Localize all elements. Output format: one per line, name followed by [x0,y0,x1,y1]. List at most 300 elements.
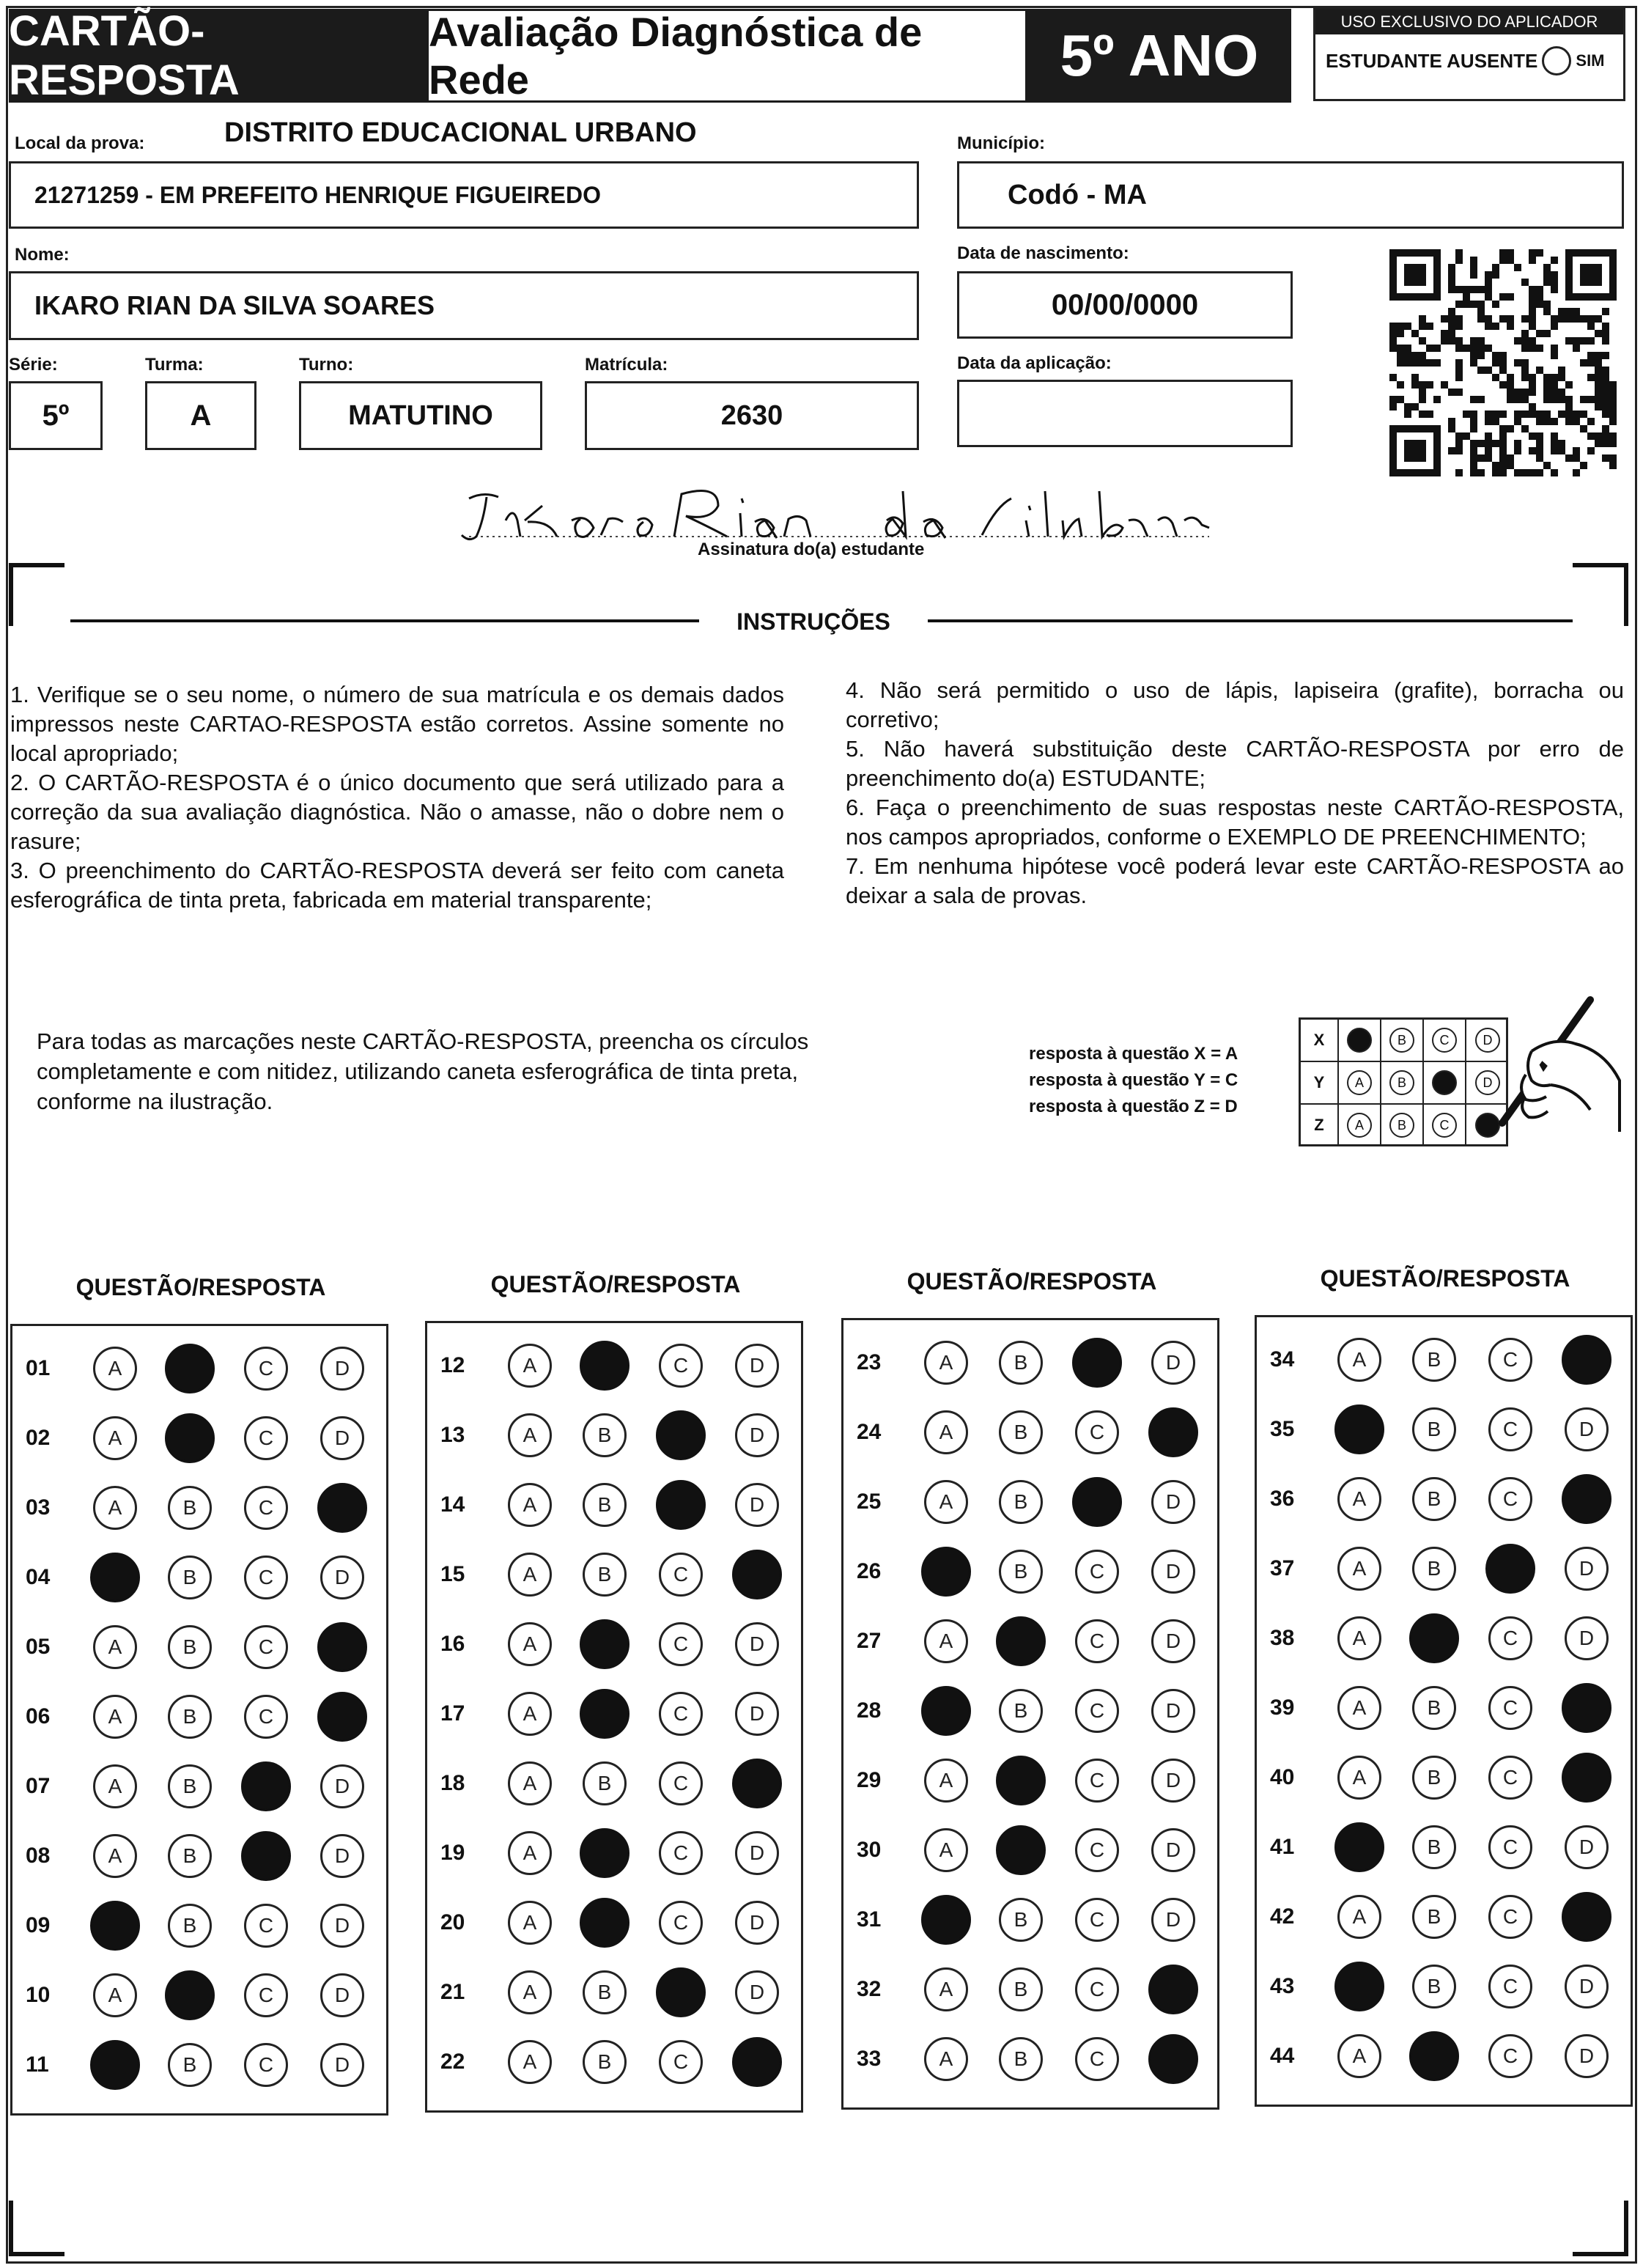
answer-bubble-b-filled[interactable] [165,1413,215,1463]
answer-bubble-c[interactable]: C [1075,2037,1119,2081]
answer-bubble-a[interactable]: A [924,1828,968,1872]
answer-bubble-d-filled[interactable] [1562,1335,1611,1385]
example-bubble: B [1389,1070,1414,1095]
answer-bubble-a[interactable]: A [924,1410,968,1454]
answer-bubble-b-filled[interactable] [996,1616,1046,1666]
answer-bubble-a[interactable]: A [508,1344,552,1388]
answer-bubble-d-filled[interactable] [1148,1965,1198,2014]
answer-bubble-a[interactable]: A [93,1695,137,1739]
answer-bubble-d[interactable]: D [1565,1965,1609,2009]
serie-value: 5º [42,399,70,432]
answer-bubble-b-filled[interactable] [580,1828,629,1878]
answer-bubble-c-filled[interactable] [656,1410,706,1460]
serie-field [9,381,103,450]
question-number: 20 [440,1910,465,1934]
answer-bubble-d-filled[interactable] [1148,2034,1198,2084]
turma-value: A [190,399,212,432]
question-row [843,1542,1217,1601]
answer-bubble-d[interactable]: D [1565,1825,1609,1869]
answer-bubble-b-filled[interactable] [996,1756,1046,1805]
answer-bubble-d[interactable]: D [1565,1616,1609,1660]
corner-mark-top-left [9,563,64,626]
answer-bubble-b[interactable]: B [1412,1338,1456,1382]
serie-label: Série: [9,355,58,375]
answer-bubble-d-filled[interactable] [317,1483,367,1533]
turno-field [299,381,542,450]
answer-bubble-c[interactable]: C [1075,1689,1119,1733]
corner-mark-top-right [1573,563,1628,626]
column-header: QUESTÃO/RESPOSTA [75,1274,326,1300]
question-number: 15 [440,1562,465,1586]
question-number: 21 [440,1980,465,2004]
answer-bubble-d[interactable]: D [320,1764,364,1808]
answer-bubble-b[interactable]: B [999,1689,1043,1733]
answer-bubble-a[interactable]: A [1337,1616,1381,1660]
question-row [12,2036,386,2094]
answer-bubble-c[interactable]: C [1075,1619,1119,1663]
answer-bubble-a[interactable]: A [508,1553,552,1597]
student-signature [454,476,1216,550]
answer-bubble-d[interactable]: D [735,1413,779,1457]
answer-bubble-b-filled[interactable] [1409,1613,1459,1663]
question-row [12,1687,386,1746]
answer-bubble-c[interactable]: C [1488,1895,1532,1939]
sheet-title: CARTÃO-RESPOSTA [9,9,427,103]
example-bubble: C [1432,1028,1457,1053]
answer-bubble-d-filled[interactable] [732,2037,782,2087]
answer-bubble-c[interactable]: C [244,1904,288,1948]
answer-bubble-a[interactable]: A [1337,1895,1381,1939]
answer-bubble-b[interactable]: B [168,1625,212,1669]
question-row [427,1685,801,1743]
answer-bubble-b[interactable]: B [999,1480,1043,1524]
answer-bubble-d[interactable]: D [735,1344,779,1388]
example-bubble: B [1389,1113,1414,1138]
answer-bubble-a[interactable]: A [508,1413,552,1457]
answer-bubble-c[interactable]: C [244,1555,288,1599]
answer-bubble-a[interactable]: A [508,1483,552,1527]
example-bubble: D [1475,1070,1500,1095]
question-row [843,1403,1217,1462]
applicator-box [1313,7,1625,101]
answer-bubble-b[interactable]: B [168,1695,212,1739]
answer-bubble-b[interactable]: B [1412,1756,1456,1800]
answer-bubble-b-filled[interactable] [1409,2031,1459,2081]
question-number: 01 [26,1356,51,1380]
question-row [843,2030,1217,2088]
qr-code [1389,249,1617,476]
question-row [427,1754,801,1813]
question-number: 19 [440,1841,465,1865]
answer-bubble-c[interactable]: C [659,1344,703,1388]
answer-bubble-c[interactable]: C [1488,1477,1532,1521]
question-number: 43 [1270,1974,1295,1998]
question-row [1257,1330,1631,1389]
answer-bubble-b[interactable]: B [583,1553,627,1597]
answer-bubble-c[interactable]: C [1075,1967,1119,2011]
municipio-label: Município: [957,133,1045,153]
answer-bubble-d[interactable]: D [320,2043,364,2087]
answer-bubble-b[interactable]: B [583,2040,627,2084]
answer-bubble-c[interactable]: C [244,1347,288,1391]
answer-column-4 [1255,1315,1633,2107]
answer-bubble-c[interactable]: C [1075,1759,1119,1803]
example-bubble: D [1475,1028,1500,1053]
answer-bubble-c[interactable]: C [244,1486,288,1530]
question-number: 40 [1270,1765,1295,1789]
answer-bubble-c[interactable]: C [659,1761,703,1805]
question-row [427,1893,801,1952]
question-row [843,1751,1217,1810]
example-row [1301,1020,1506,1062]
question-row [12,1966,386,2025]
answer-bubble-c[interactable]: C [244,1973,288,2017]
question-row [1257,1539,1631,1598]
answer-bubble-d[interactable]: D [735,1692,779,1736]
answer-column-3 [841,1318,1219,2110]
nascimento-value: 00/00/0000 [1051,288,1199,321]
answer-bubble-b[interactable]: B [168,1834,212,1878]
answer-bubble-a[interactable]: A [508,2040,552,2084]
answer-bubble-c[interactable]: C [1488,1825,1532,1869]
question-number: 05 [26,1635,51,1659]
answer-bubble-b[interactable]: B [1412,1965,1456,2009]
question-row [1257,1679,1631,1737]
answer-bubble-d[interactable]: D [1151,1550,1195,1594]
answer-bubble-b[interactable]: B [1412,1686,1456,1730]
answer-bubble-c[interactable]: C [244,1625,288,1669]
answer-bubble-c[interactable]: C [1075,1828,1119,1872]
answer-bubble-c-filled[interactable] [241,1831,291,1881]
answer-bubble-c[interactable]: C [1488,1965,1532,2009]
answer-bubble-b[interactable]: B [999,1410,1043,1454]
answer-bubble-a[interactable]: A [508,1831,552,1875]
question-row [1257,2027,1631,2085]
question-row [843,1682,1217,1740]
answer-bubble-d-filled[interactable] [732,1550,782,1599]
question-number: 36 [1270,1487,1295,1511]
municipio-field [957,161,1624,229]
answer-bubble-c-filled[interactable] [1072,1338,1122,1388]
answer-bubble-b[interactable]: B [999,2037,1043,2081]
matricula-value: 2630 [720,400,783,431]
answer-bubble-c[interactable]: C [659,1692,703,1736]
applicator-title: USO EXCLUSIVO DO APLICADOR [1315,10,1623,34]
municipio-value: Codó - MA [1008,179,1147,210]
question-number: 02 [26,1426,51,1450]
question-number: 38 [1270,1626,1295,1650]
answer-bubble-a[interactable]: A [93,1416,137,1460]
answer-bubble-b[interactable]: B [168,1764,212,1808]
absent-option: SIM [1576,51,1605,70]
answer-bubble-c[interactable]: C [1075,1898,1119,1942]
question-row [12,1409,386,1468]
answer-bubble-d[interactable]: D [1151,1689,1195,1733]
example-bubble [1432,1070,1457,1095]
question-row [843,1890,1217,1949]
answer-bubble-c[interactable]: C [659,1622,703,1666]
answer-bubble-c[interactable]: C [244,1416,288,1460]
instructions-rule-left [70,619,699,622]
question-number: 10 [26,1983,51,2007]
answer-bubble-a[interactable]: A [508,1970,552,2014]
answer-bubble-a[interactable]: A [1337,1477,1381,1521]
question-number: 17 [440,1701,465,1726]
answer-bubble-b[interactable]: B [1412,1407,1456,1451]
answer-bubble-c[interactable]: C [1075,1550,1119,1594]
question-number: 28 [857,1698,882,1723]
answer-bubble-b[interactable]: B [168,1904,212,1948]
answer-bubble-b[interactable]: B [1412,1477,1456,1521]
question-number: 07 [26,1774,51,1798]
answer-bubble-a[interactable]: A [924,1619,968,1663]
answer-bubble-b-filled[interactable] [165,1970,215,2020]
nascimento-label: Data de nascimento: [957,243,1129,263]
nome-label: Nome: [15,245,70,265]
answer-bubble-d-filled[interactable] [1562,1753,1611,1803]
example-bubble: B [1389,1028,1414,1053]
answer-bubble-a-filled[interactable] [921,1686,971,1736]
question-row [1257,1400,1631,1459]
answer-bubble-d-filled[interactable] [1562,1892,1611,1942]
answer-bubble-b[interactable]: B [168,1486,212,1530]
answer-bubble-c-filled[interactable] [241,1761,291,1811]
turma-label: Turma: [145,355,204,375]
answer-bubble-c[interactable]: C [244,2043,288,2087]
example-legend-z: resposta à questão Z = D [1029,1097,1238,1116]
answer-bubble-b-filled[interactable] [165,1344,215,1393]
answer-bubble-d-filled[interactable] [1562,1683,1611,1733]
answer-bubble-a-filled[interactable] [90,1553,140,1602]
answer-bubble-b[interactable]: B [999,1550,1043,1594]
answer-bubble-b[interactable]: B [1412,1895,1456,1939]
school-value: 21271259 - EM PREFEITO HENRIQUE FIGUEIREDO [34,181,601,208]
question-number: 14 [440,1492,465,1517]
answer-bubble-d[interactable]: D [1151,1759,1195,1803]
answer-bubble-a[interactable]: A [508,1901,552,1945]
answer-bubble-d[interactable]: D [1151,1898,1195,1942]
question-row [427,1476,801,1534]
question-row [12,1827,386,1885]
answer-bubble-a[interactable]: A [1337,1338,1381,1382]
matricula-field [585,381,919,450]
answer-bubble-d[interactable]: D [735,1831,779,1875]
answer-bubble-a[interactable]: A [924,1967,968,2011]
question-number: 16 [440,1632,465,1656]
answer-bubble-c[interactable]: C [244,1695,288,1739]
turno-label: Turno: [299,355,354,375]
question-number: 26 [857,1559,882,1583]
question-number: 34 [1270,1347,1295,1372]
answer-bubble-b-filled[interactable] [580,1341,629,1391]
answer-bubble-c-filled[interactable] [1485,1544,1535,1594]
question-row [12,1479,386,1537]
example-legend-y: resposta à questão Y = C [1029,1070,1238,1090]
answer-bubble-a[interactable]: A [508,1761,552,1805]
instructions-left: 1. Verifique se o seu nome, o número de sua matrícula e os demais dados impressos neste CARTAO-RESPOSTA estão corretos. Assine somente no local apropriado; 2. O CARTÃO-RESPOSTA é o único documento que será utilizado para a correção da sua avaliação diagnóstica. Não o amasse, não o dobre nem o rasure; 3. O preenchimento do CARTÃO-RESPOSTA deverá ser feito com caneta esferográfica de tinta preta, fabricada em material transparente; [10,682,784,913]
answer-bubble-b[interactable]: B [1412,1547,1456,1591]
answer-bubble-d[interactable]: D [1565,1407,1609,1451]
answer-bubble-a[interactable]: A [924,1759,968,1803]
answer-bubble-c[interactable]: C [659,2040,703,2084]
answer-bubble-d-filled[interactable] [317,1622,367,1672]
absent-label: ESTUDANTE AUSENTE [1326,49,1538,72]
answer-bubble-c[interactable]: C [1075,1410,1119,1454]
answer-bubble-c-filled[interactable] [1072,1477,1122,1527]
nome-value: IKARO RIAN DA SILVA SOARES [34,290,435,320]
answer-bubble-b-filled[interactable] [580,1619,629,1669]
district-name: DISTRITO EDUCACIONAL URBANO [224,117,697,148]
answer-bubble-b-filled[interactable] [996,1825,1046,1875]
question-number: 03 [26,1495,51,1520]
question-number: 09 [26,1913,51,1937]
answer-bubble-c[interactable]: C [1488,1616,1532,1660]
answer-bubble-d-filled[interactable] [317,1692,367,1742]
question-row [1257,1609,1631,1668]
question-number: 44 [1270,2044,1295,2068]
answer-bubble-d-filled[interactable] [732,1759,782,1808]
grade-label: 5º ANO [1027,9,1291,103]
answer-bubble-a-filled[interactable] [921,1895,971,1945]
answer-bubble-a-filled[interactable] [921,1547,971,1597]
answer-bubble-a-filled[interactable] [90,1901,140,1951]
answer-column-1 [10,1324,388,2116]
question-row [427,1963,801,2022]
question-row [427,1336,801,1395]
answer-bubble-c-filled[interactable] [656,1967,706,2017]
answer-bubble-c[interactable]: C [659,1901,703,1945]
answer-bubble-b-filled[interactable] [580,1898,629,1948]
answer-bubble-d[interactable]: D [735,1622,779,1666]
answer-bubble-a-filled[interactable] [1334,1404,1384,1454]
answer-bubble-a[interactable]: A [93,1347,137,1391]
question-row [1257,1818,1631,1877]
answer-bubble-a[interactable]: A [924,1480,968,1524]
answer-bubble-a[interactable]: A [93,1625,137,1669]
answer-bubble-a[interactable]: A [1337,1547,1381,1591]
answer-bubble-c[interactable]: C [1488,1407,1532,1451]
answer-bubble-c[interactable]: C [1488,1756,1532,1800]
answer-bubble-a[interactable]: A [508,1622,552,1666]
answer-bubble-a[interactable]: A [93,1834,137,1878]
answer-bubble-b[interactable]: B [999,1341,1043,1385]
turno-value: MATUTINO [348,400,493,431]
answer-bubble-d[interactable]: D [320,1904,364,1948]
answer-bubble-d-filled[interactable] [1562,1474,1611,1524]
answer-bubble-c[interactable]: C [1488,1338,1532,1382]
instructions-rule-right [928,619,1573,622]
answer-bubble-c[interactable]: C [1488,2034,1532,2078]
example-legend-x: resposta à questão X = A [1029,1044,1238,1064]
answer-bubble-a-filled[interactable] [90,2040,140,2090]
question-row [843,1960,1217,2019]
example-bubble: C [1432,1113,1457,1138]
local-label: Local da prova: [15,133,145,153]
answer-bubble-c-filled[interactable] [656,1480,706,1530]
answer-bubble-d[interactable]: D [320,1555,364,1599]
answer-bubble-a[interactable]: A [508,1692,552,1736]
nascimento-field [957,271,1293,339]
question-number: 29 [857,1768,882,1792]
question-row [12,1757,386,1816]
answer-bubble-d[interactable]: D [320,1834,364,1878]
answer-bubble-d[interactable]: D [735,1901,779,1945]
answer-bubble-b[interactable]: B [583,1970,627,2014]
fill-note: Para todas as marcações neste CARTÃO-RESPOSTA, preencha os círculos completamente e com nitidez, utilizando caneta esferográfica de tinta preta, conforme na ilustração. [37,1028,809,1114]
answer-bubble-c[interactable]: C [659,1553,703,1597]
answer-bubble-c[interactable]: C [659,1831,703,1875]
answer-bubble-a-filled[interactable] [1334,1962,1384,2011]
answer-bubble-b[interactable]: B [583,1413,627,1457]
answer-bubble-d[interactable]: D [1565,2034,1609,2078]
answer-bubble-a[interactable]: A [924,1341,968,1385]
question-number: 18 [440,1771,465,1795]
example-grid [1299,1017,1508,1146]
answer-bubble-a-filled[interactable] [1334,1822,1384,1872]
answer-bubble-a[interactable]: A [93,1764,137,1808]
answer-bubble-d[interactable]: D [1151,1828,1195,1872]
answer-bubble-a[interactable]: A [1337,1686,1381,1730]
example-legend [1029,1041,1238,1120]
absent-bubble[interactable] [1542,46,1571,76]
answer-bubble-a[interactable]: A [93,1486,137,1530]
question-number: 39 [1270,1696,1295,1720]
example-bubble: A [1347,1070,1372,1095]
answer-bubble-b[interactable]: B [168,2043,212,2087]
question-row [1257,1470,1631,1528]
aplicacao-field[interactable] [957,380,1293,447]
column-header: QUESTÃO/RESPOSTA [490,1271,741,1297]
answer-bubble-b[interactable]: B [168,1555,212,1599]
question-row [1257,1957,1631,2016]
question-number: 37 [1270,1556,1295,1580]
answer-bubble-a[interactable]: A [1337,2034,1381,2078]
answer-bubble-d-filled[interactable] [1148,1407,1198,1457]
answer-bubble-b[interactable]: B [583,1761,627,1805]
answer-bubble-b-filled[interactable] [580,1689,629,1739]
question-number: 22 [440,2050,465,2074]
answer-bubble-d[interactable]: D [320,1347,364,1391]
answer-bubble-d[interactable]: D [1151,1341,1195,1385]
question-number: 23 [857,1350,882,1374]
answer-bubble-d[interactable]: D [735,1483,779,1527]
answer-bubble-a[interactable]: A [1337,1756,1381,1800]
answer-bubble-d[interactable]: D [1565,1547,1609,1591]
corner-mark-bottom-left [9,2201,64,2256]
example-bubble: A [1347,1113,1372,1138]
answer-bubble-b[interactable]: B [999,1967,1043,2011]
answer-bubble-d[interactable]: D [735,1970,779,2014]
question-row [843,1612,1217,1671]
question-number: 24 [857,1420,882,1444]
answer-bubble-d[interactable]: D [320,1973,364,2017]
answer-bubble-d[interactable]: D [1151,1619,1195,1663]
answer-bubble-b[interactable]: B [1412,1825,1456,1869]
answer-bubble-b[interactable]: B [583,1483,627,1527]
answer-bubble-a[interactable]: A [924,2037,968,2081]
answer-bubble-d[interactable]: D [1151,1480,1195,1524]
answer-bubble-c[interactable]: C [1488,1686,1532,1730]
exam-name: Avaliação Diagnóstica de Rede [427,9,1027,103]
answer-bubble-a[interactable]: A [93,1973,137,2017]
answer-bubble-b[interactable]: B [999,1898,1043,1942]
column-header: QUESTÃO/RESPOSTA [1320,1265,1570,1292]
nome-field [9,271,919,340]
question-number: 31 [857,1907,882,1932]
aplicacao-label: Data da aplicação: [957,353,1112,373]
answer-bubble-d[interactable]: D [320,1416,364,1460]
example-bubble [1347,1028,1372,1053]
